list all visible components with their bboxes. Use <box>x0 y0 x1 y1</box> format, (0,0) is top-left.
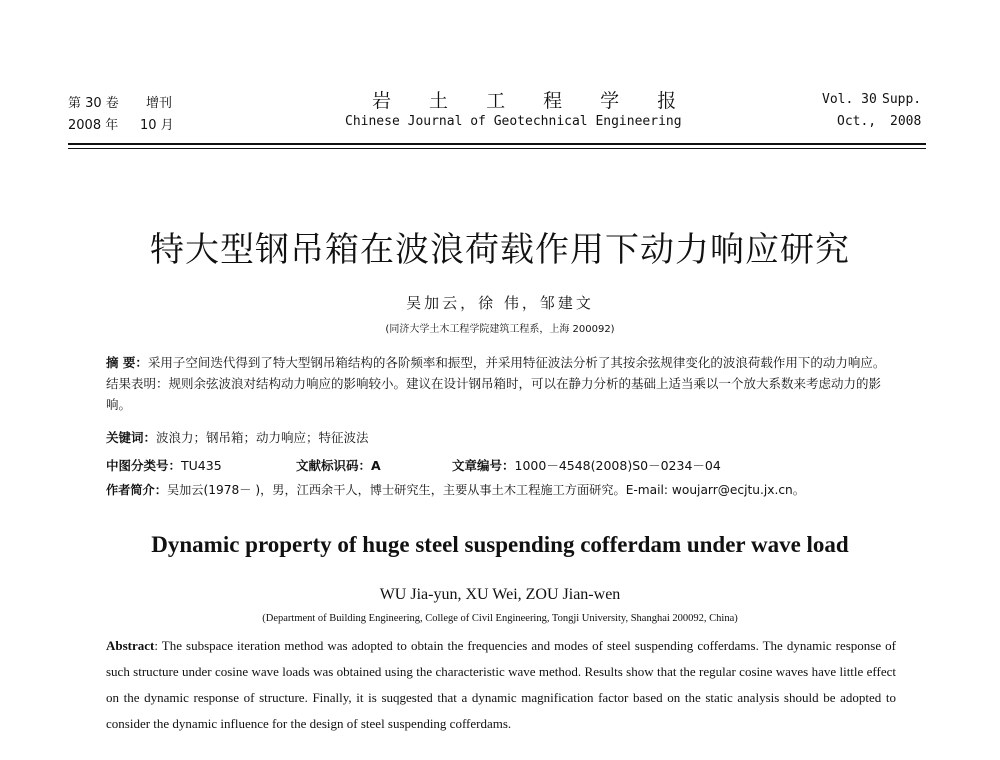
keywords-cn-label: 关键词： <box>106 430 157 445</box>
volume-cn: 第 30 卷 <box>68 96 119 111</box>
classification-line <box>106 455 222 476</box>
year-en: 2008 <box>890 114 922 129</box>
article-value: 1000－4548(2008)S0－0234－04 <box>514 458 721 473</box>
authors-cn: 吴加云，徐 伟，邹建文 <box>406 294 594 312</box>
month-en: Oct., <box>837 114 877 129</box>
keywords-cn <box>106 427 369 448</box>
author-bio <box>106 480 805 501</box>
keywords-cn-text: 波浪力；钢吊箱；动力响应；特征波法 <box>156 430 369 445</box>
doc-value: A <box>371 458 381 473</box>
abstract-en-text: : The subspace iteration method was adopted to obtain the frequencies and modes of steel suspending cofferdams. The dynamic response of such structure under cosine wave loads was obtained using the characteristic wave method. Results show that the regular cosine waves have little effect on the dynamic response of structure. Finally, it is suqgested that a dynamic magnification factor based on the static analysis should be adopted to consider the dynamic influence for the design of steel suspending cofferdams. <box>106 638 896 731</box>
paper-title-cn: 特大型钢吊箱在波浪荷载作用下动力响应研究 <box>150 230 850 270</box>
month-cn: 10 月 <box>140 118 174 133</box>
clc-label: 中图分类号： <box>106 458 182 473</box>
article-label: 文章编号： <box>452 458 515 473</box>
abstract-en-label: Abstract <box>106 638 155 653</box>
abstract-en <box>106 633 896 737</box>
authors-en: WU Jia-yun, XU Wei, ZOU Jian-wen <box>379 586 621 603</box>
supplement-en: Supp. <box>882 92 922 107</box>
affiliation-cn: (同济大学土木工程学院建筑工程系，上海 200092) <box>385 324 615 335</box>
header-rule-thin <box>68 148 926 149</box>
year-cn: 2008 年 <box>68 118 119 133</box>
journal-title-cn: 岩 土 工 程 学 报 <box>372 90 693 112</box>
affiliation-en: (Department of Building Engineering, College of Civil Engineering, Tongji University, Shanghai 200092, China) <box>262 613 738 624</box>
header-rule-thick <box>68 143 926 145</box>
doc-label: 文献标识码： <box>296 458 372 473</box>
author-bio-label: 作者简介： <box>106 483 167 497</box>
abstract-cn-label: 摘 要： <box>106 355 148 370</box>
supplement-cn: 增刊 <box>146 96 173 111</box>
paper-title-en: Dynamic property of huge steel suspending cofferdam under wave load <box>151 532 849 557</box>
article-number <box>452 455 721 476</box>
abstract-cn <box>106 352 896 415</box>
journal-title-en: Chinese Journal of Geotechnical Engineering <box>345 114 682 129</box>
volume-en: Vol. 30 <box>822 92 877 107</box>
author-bio-text: 吴加云(1978－ )，男，江西余干人，博士研究生，主要从事土木工程施工方面研究。E-mail: woujarr@ecjtu.jx.cn。 <box>166 483 805 497</box>
doc-code <box>296 455 381 476</box>
abstract-cn-text: 采用子空间迭代得到了特大型钢吊箱结构的各阶频率和振型，并采用特征波法分析了其按余弦规律变化的波浪荷载作用下的动力响应。结果表明：规则余弦波浪对结构动力响应的影响较小。建议在设计钢吊箱时，可以在静力分析的基础上适当乘以一个放大系数来考虑动力的影响。 <box>106 355 886 412</box>
clc-value: TU435 <box>181 458 222 473</box>
